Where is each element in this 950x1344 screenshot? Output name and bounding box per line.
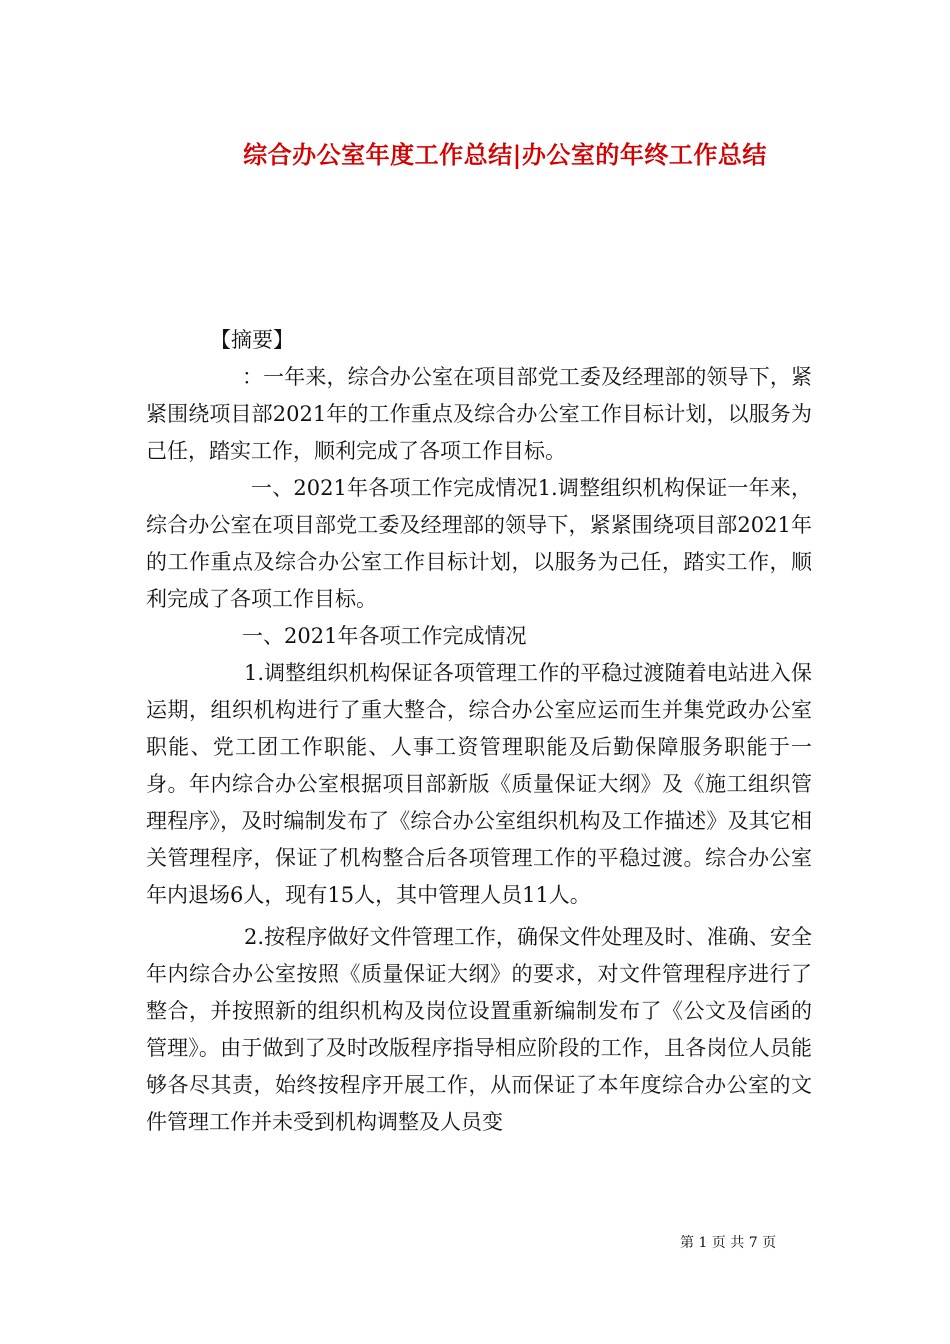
paragraph-item-1: 1.调整组织机构保证各项管理工作的平稳过渡随着电站进入保运期，组织机构进行了重大整合，综合办公室应运而生并集党政办公室职能、党工团工作职能、人事工资管理职能及后勤保障服务职能于一身。年内综合办公室根据项目部新版《质量保证大纲》及《施工组织管理程序》，及时编制发布了《综合办公室组织机构及工作描述》及其它相关管理程序，保证了机构整合后各项管理工作的平稳过渡。综合办公室年内退场6人，现有15人，其中管理人员11人。	[146, 661, 812, 907]
page-number-footer: 第 1 页 共 7 页	[680, 1235, 777, 1251]
document-title: 综合办公室年度工作总结|办公室的年终工作总结	[243, 140, 767, 169]
paragraph-item-2: 2.按程序做好文件管理工作，确保文件处理及时、准确、安全年内综合办公室按照《质量保证大纲》的要求，对文件管理程序进行了整合，并按照新的组织机构及岗位设置重新编制发布了《公文及信函的管理》。由于做到了及时改版程序指导相应阶段的工作，且各岗位人员能够各尽其责，始终按程序开展工作，从而保证了本年度综合办公室的文件管理工作并未受到机构调整及人员变	[146, 925, 812, 1134]
section-heading: 一、2021年各项工作完成情况	[242, 624, 527, 648]
paragraph-section-intro: 一、2021年各项工作完成情况1.调整组织机构保证一年来，综合办公室在项目部党工委及经理部的领导下，紧紧围绕项目部2021年的工作重点及综合办公室工作目标计划，以服务为己任，踏实工作，顺利完成了各项工作目标。	[146, 476, 812, 611]
paragraph-abstract: ：一年来，综合办公室在项目部党工委及经理部的领导下，紧紧围绕项目部2021年的工作重点及综合办公室工作目标计划，以服务为己任，踏实工作，顺利完成了各项工作目标。	[146, 365, 812, 463]
abstract-label: 【摘要】	[210, 328, 294, 352]
document-body	[146, 322, 812, 1141]
